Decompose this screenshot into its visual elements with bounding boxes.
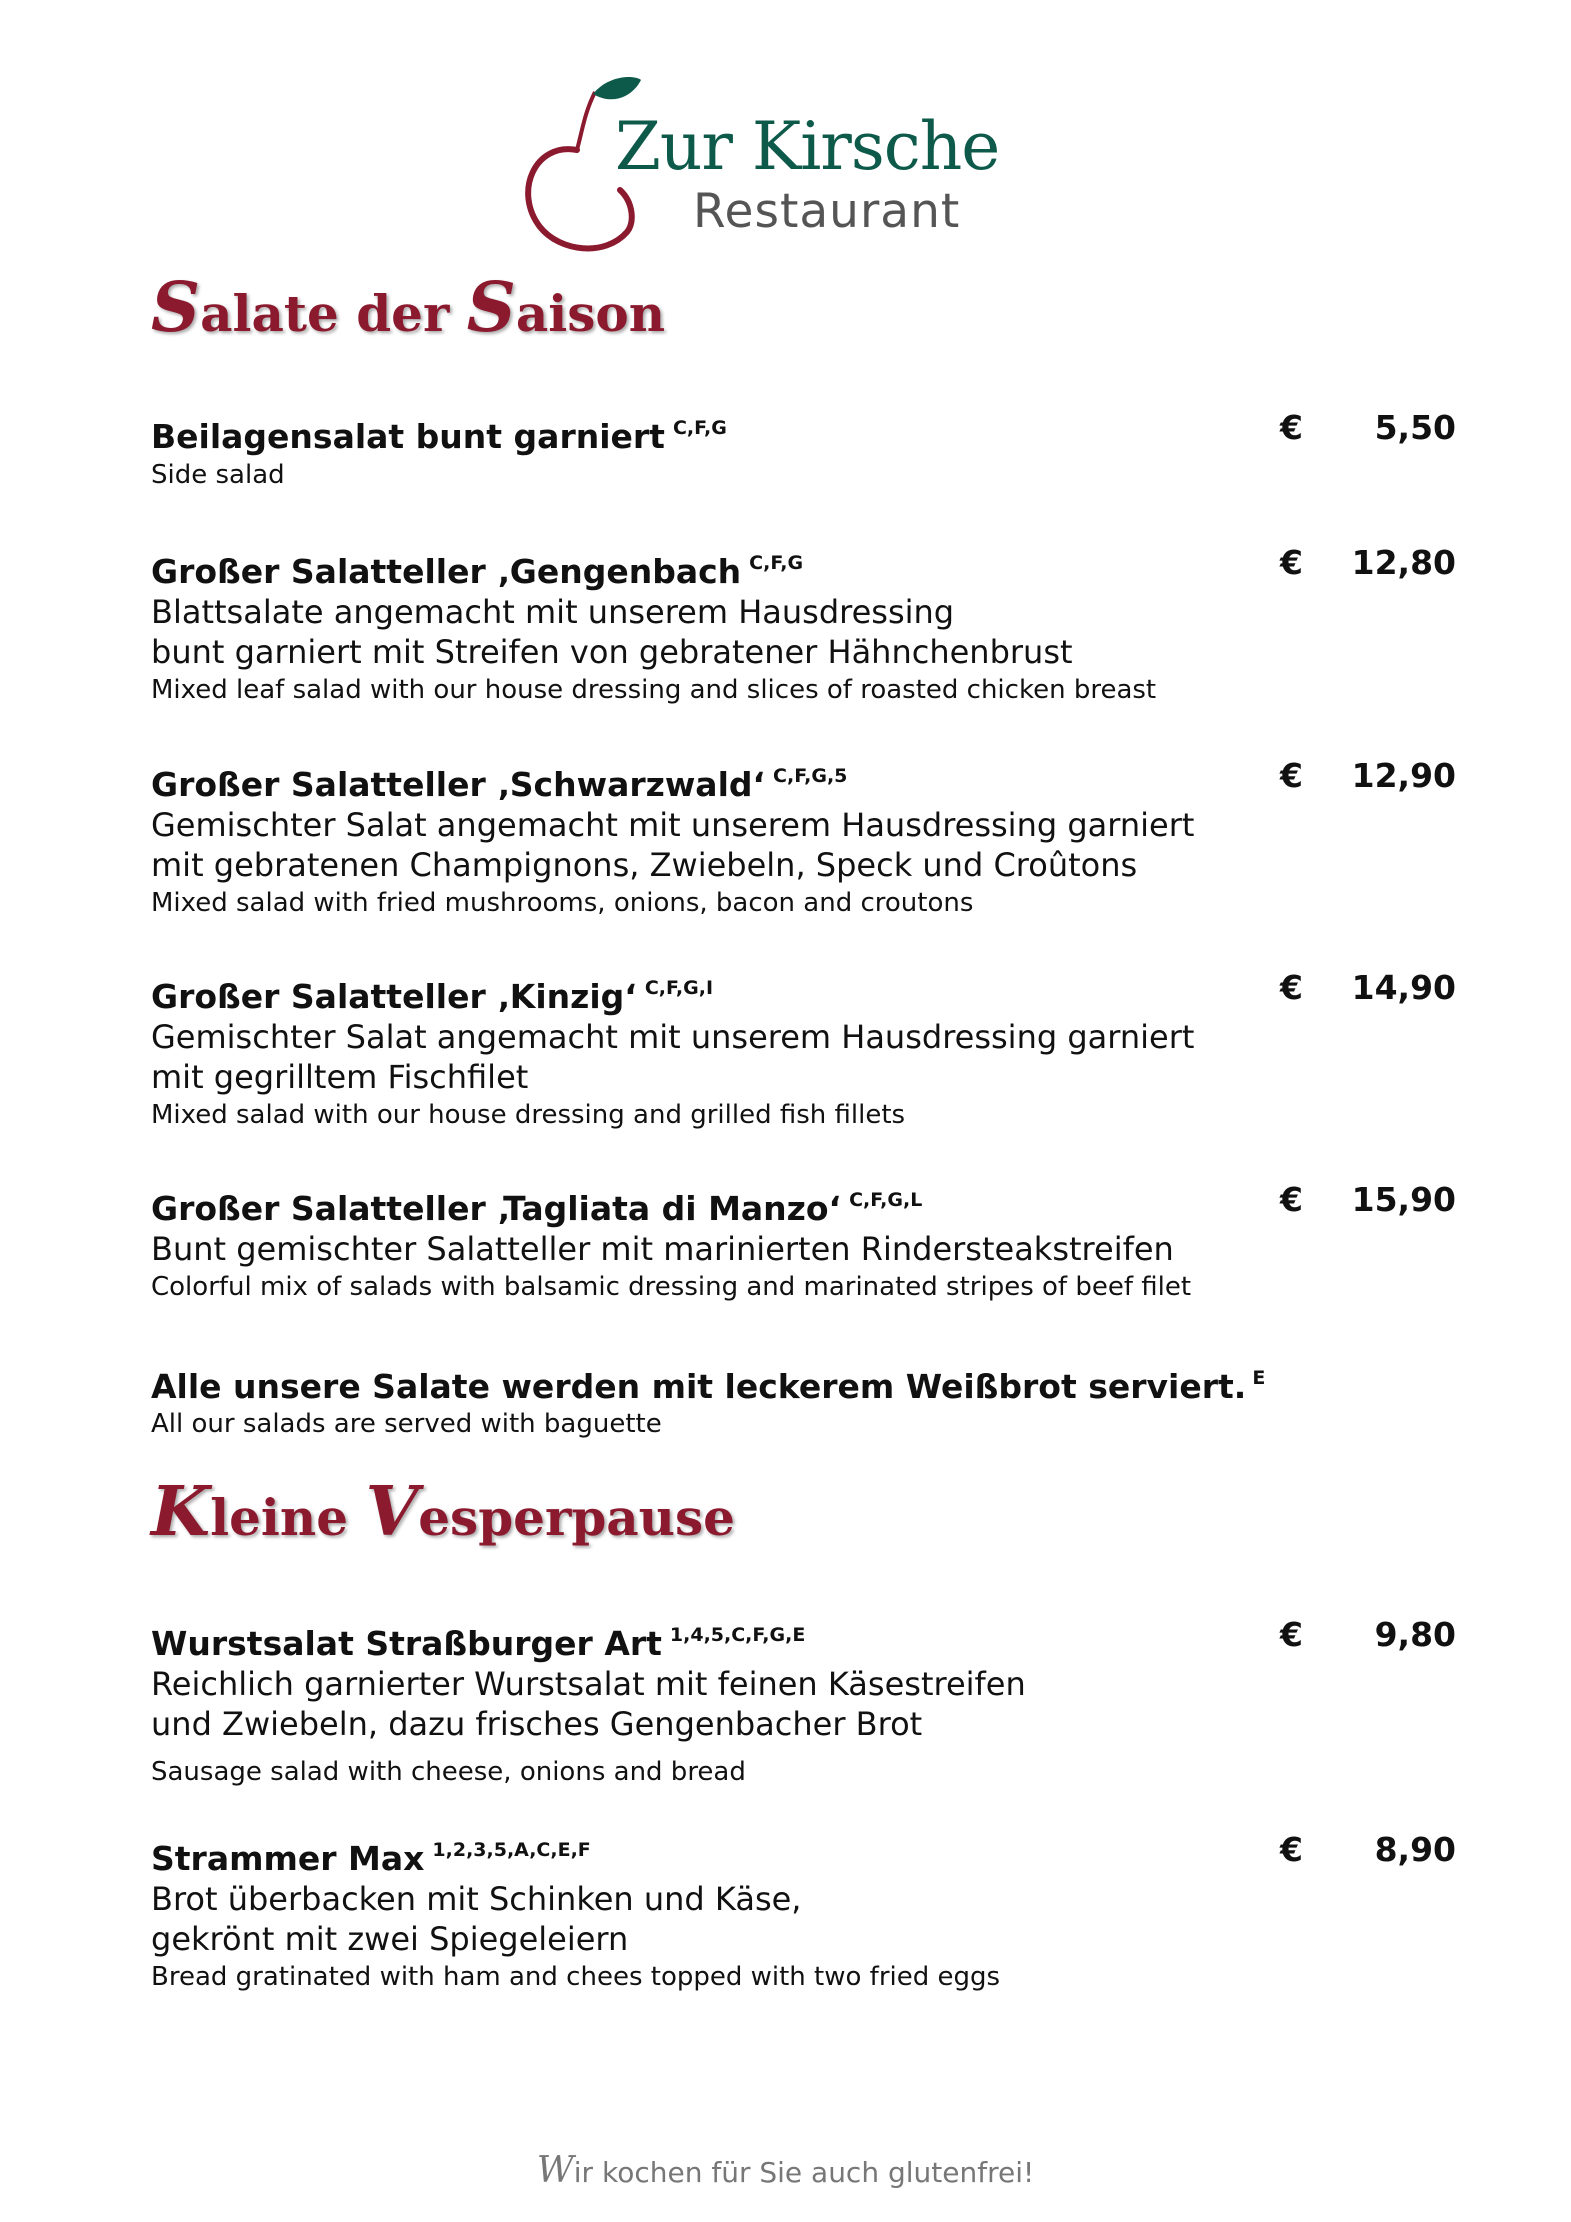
note-de: Alle unsere Salate werden mit leckerem Weißbrot serviert. $^E$ bbox=[151, 1367, 1266, 1406]
price-amount: 8,90 bbox=[1374, 1830, 1456, 1869]
title-text: esperpause bbox=[418, 1488, 735, 1547]
logo-subtitle: Restaurant bbox=[693, 184, 961, 239]
item-description-en: Mixed salad with fried mushrooms, onions, bacon and croutons bbox=[151, 888, 974, 918]
price-amount: 9,80 bbox=[1374, 1615, 1456, 1654]
title-initial: S bbox=[151, 268, 201, 348]
restaurant-logo bbox=[515, 72, 1035, 272]
currency-symbol: € bbox=[1280, 756, 1303, 795]
logo-name: Zur Kirsche bbox=[615, 108, 1000, 185]
footer-initial: W bbox=[536, 2150, 574, 2191]
price-amount: 15,90 bbox=[1351, 1180, 1456, 1219]
menu-item bbox=[151, 968, 1451, 1133]
price-amount: 12,80 bbox=[1351, 543, 1456, 582]
item-description-en: Colorful mix of salads with balsamic dressing and marinated stripes of beef filet bbox=[151, 1272, 1192, 1302]
item-description-en: Bread gratinated with ham and chees topped with two fried eggs bbox=[151, 1962, 1001, 1992]
title-initial: V bbox=[365, 1472, 419, 1552]
item-description: Gemischter Salat angemacht mit unserem Hausdressing garniert bbox=[151, 806, 1195, 844]
item-description: Bunt gemischter Salatteller mit marinierten Rindersteakstreifen bbox=[151, 1230, 1174, 1268]
item-name: Beilagensalat bunt garniert $^{C,F,G}$ bbox=[151, 417, 727, 456]
item-description-en: Side salad bbox=[151, 460, 285, 490]
menu-item bbox=[151, 1830, 1451, 1995]
allergen-codes: C,F,G bbox=[749, 552, 804, 574]
title-text: leine bbox=[210, 1488, 366, 1547]
price-amount: 12,90 bbox=[1351, 756, 1456, 795]
item-name: Wurstsalat Straßburger Art $^{1,4,5,C,F,G,E}$ bbox=[151, 1624, 806, 1663]
menu-item bbox=[151, 543, 1451, 708]
item-description: bunt garniert mit Streifen von gebratener Hähnchenbrust bbox=[151, 633, 1073, 671]
allergen-codes: C,F,G,L bbox=[849, 1189, 923, 1211]
title-text: alate der bbox=[200, 284, 467, 343]
currency-symbol: € bbox=[1280, 408, 1303, 447]
menu-item bbox=[151, 408, 1451, 493]
item-description-en: Sausage salad with cheese, onions and bread bbox=[151, 1757, 746, 1787]
allergen-codes: E bbox=[1252, 1367, 1266, 1389]
currency-symbol: € bbox=[1280, 1830, 1303, 1869]
item-name: Strammer Max $^{1,2,3,5,A,C,E,F}$ bbox=[151, 1839, 591, 1878]
note-en: All our salads are served with baguette bbox=[151, 1409, 662, 1439]
allergen-codes: C,F,G,I bbox=[644, 977, 714, 999]
title-initial: K bbox=[151, 1472, 211, 1552]
item-description: Gemischter Salat angemacht mit unserem Hausdressing garniert bbox=[151, 1018, 1195, 1056]
item-description: Reichlich garnierter Wurstsalat mit feinen Käsestreifen bbox=[151, 1665, 1026, 1703]
allergen-codes: C,F,G,5 bbox=[773, 765, 848, 787]
item-name: Großer Salatteller ‚Schwarzwald‘ $^{C,F,G,5}$ bbox=[151, 765, 848, 804]
currency-symbol: € bbox=[1280, 968, 1303, 1007]
item-name: Großer Salatteller ‚Kinzig‘ $^{C,F,G,I}$ bbox=[151, 977, 714, 1016]
currency-symbol: € bbox=[1280, 1180, 1303, 1219]
allergen-codes: 1,2,3,5,A,C,E,F bbox=[432, 1839, 591, 1861]
currency-symbol: € bbox=[1280, 1615, 1303, 1654]
menu-item bbox=[151, 1615, 1451, 1790]
item-description-en: Mixed leaf salad with our house dressing and slices of roasted chicken breast bbox=[151, 675, 1157, 705]
item-description: und Zwiebeln, dazu frisches Gengenbacher Brot bbox=[151, 1705, 923, 1743]
section-title-salads bbox=[151, 268, 665, 348]
item-description: Brot überbacken mit Schinken und Käse, bbox=[151, 1880, 802, 1918]
item-description: gekrönt mit zwei Spiegeleiern bbox=[151, 1920, 629, 1958]
price-amount: 14,90 bbox=[1351, 968, 1456, 1007]
item-name: Großer Salatteller ‚Gengenbach $^{C,F,G}$ bbox=[151, 552, 804, 591]
title-initial: S bbox=[466, 268, 516, 348]
menu-item bbox=[151, 756, 1451, 921]
menu-item bbox=[151, 1180, 1451, 1305]
allergen-codes: 1,4,5,C,F,G,E bbox=[669, 1624, 806, 1646]
currency-symbol: € bbox=[1280, 543, 1303, 582]
title-text: aison bbox=[515, 284, 666, 343]
item-description: Blattsalate angemacht mit unserem Hausdressing bbox=[151, 593, 955, 631]
item-description: mit gegrilltem Fischfilet bbox=[151, 1058, 529, 1096]
section-title-vesperpause bbox=[151, 1472, 735, 1552]
price-amount: 5,50 bbox=[1374, 408, 1456, 447]
footer-text: ir kochen für Sie auch glutenfrei! bbox=[573, 2156, 1035, 2189]
item-name: Großer Salatteller ‚Tagliata di Manzo‘ $^{C,F,G,L}$ bbox=[151, 1189, 923, 1228]
bread-note bbox=[151, 1358, 1265, 1441]
item-description-en: Mixed salad with our house dressing and grilled fish fillets bbox=[151, 1100, 906, 1130]
item-description: mit gebratenen Champignons, Zwiebeln, Speck und Croûtons bbox=[151, 846, 1138, 884]
allergen-codes: C,F,G bbox=[672, 417, 727, 439]
gluten-free-footer bbox=[0, 2150, 1571, 2191]
